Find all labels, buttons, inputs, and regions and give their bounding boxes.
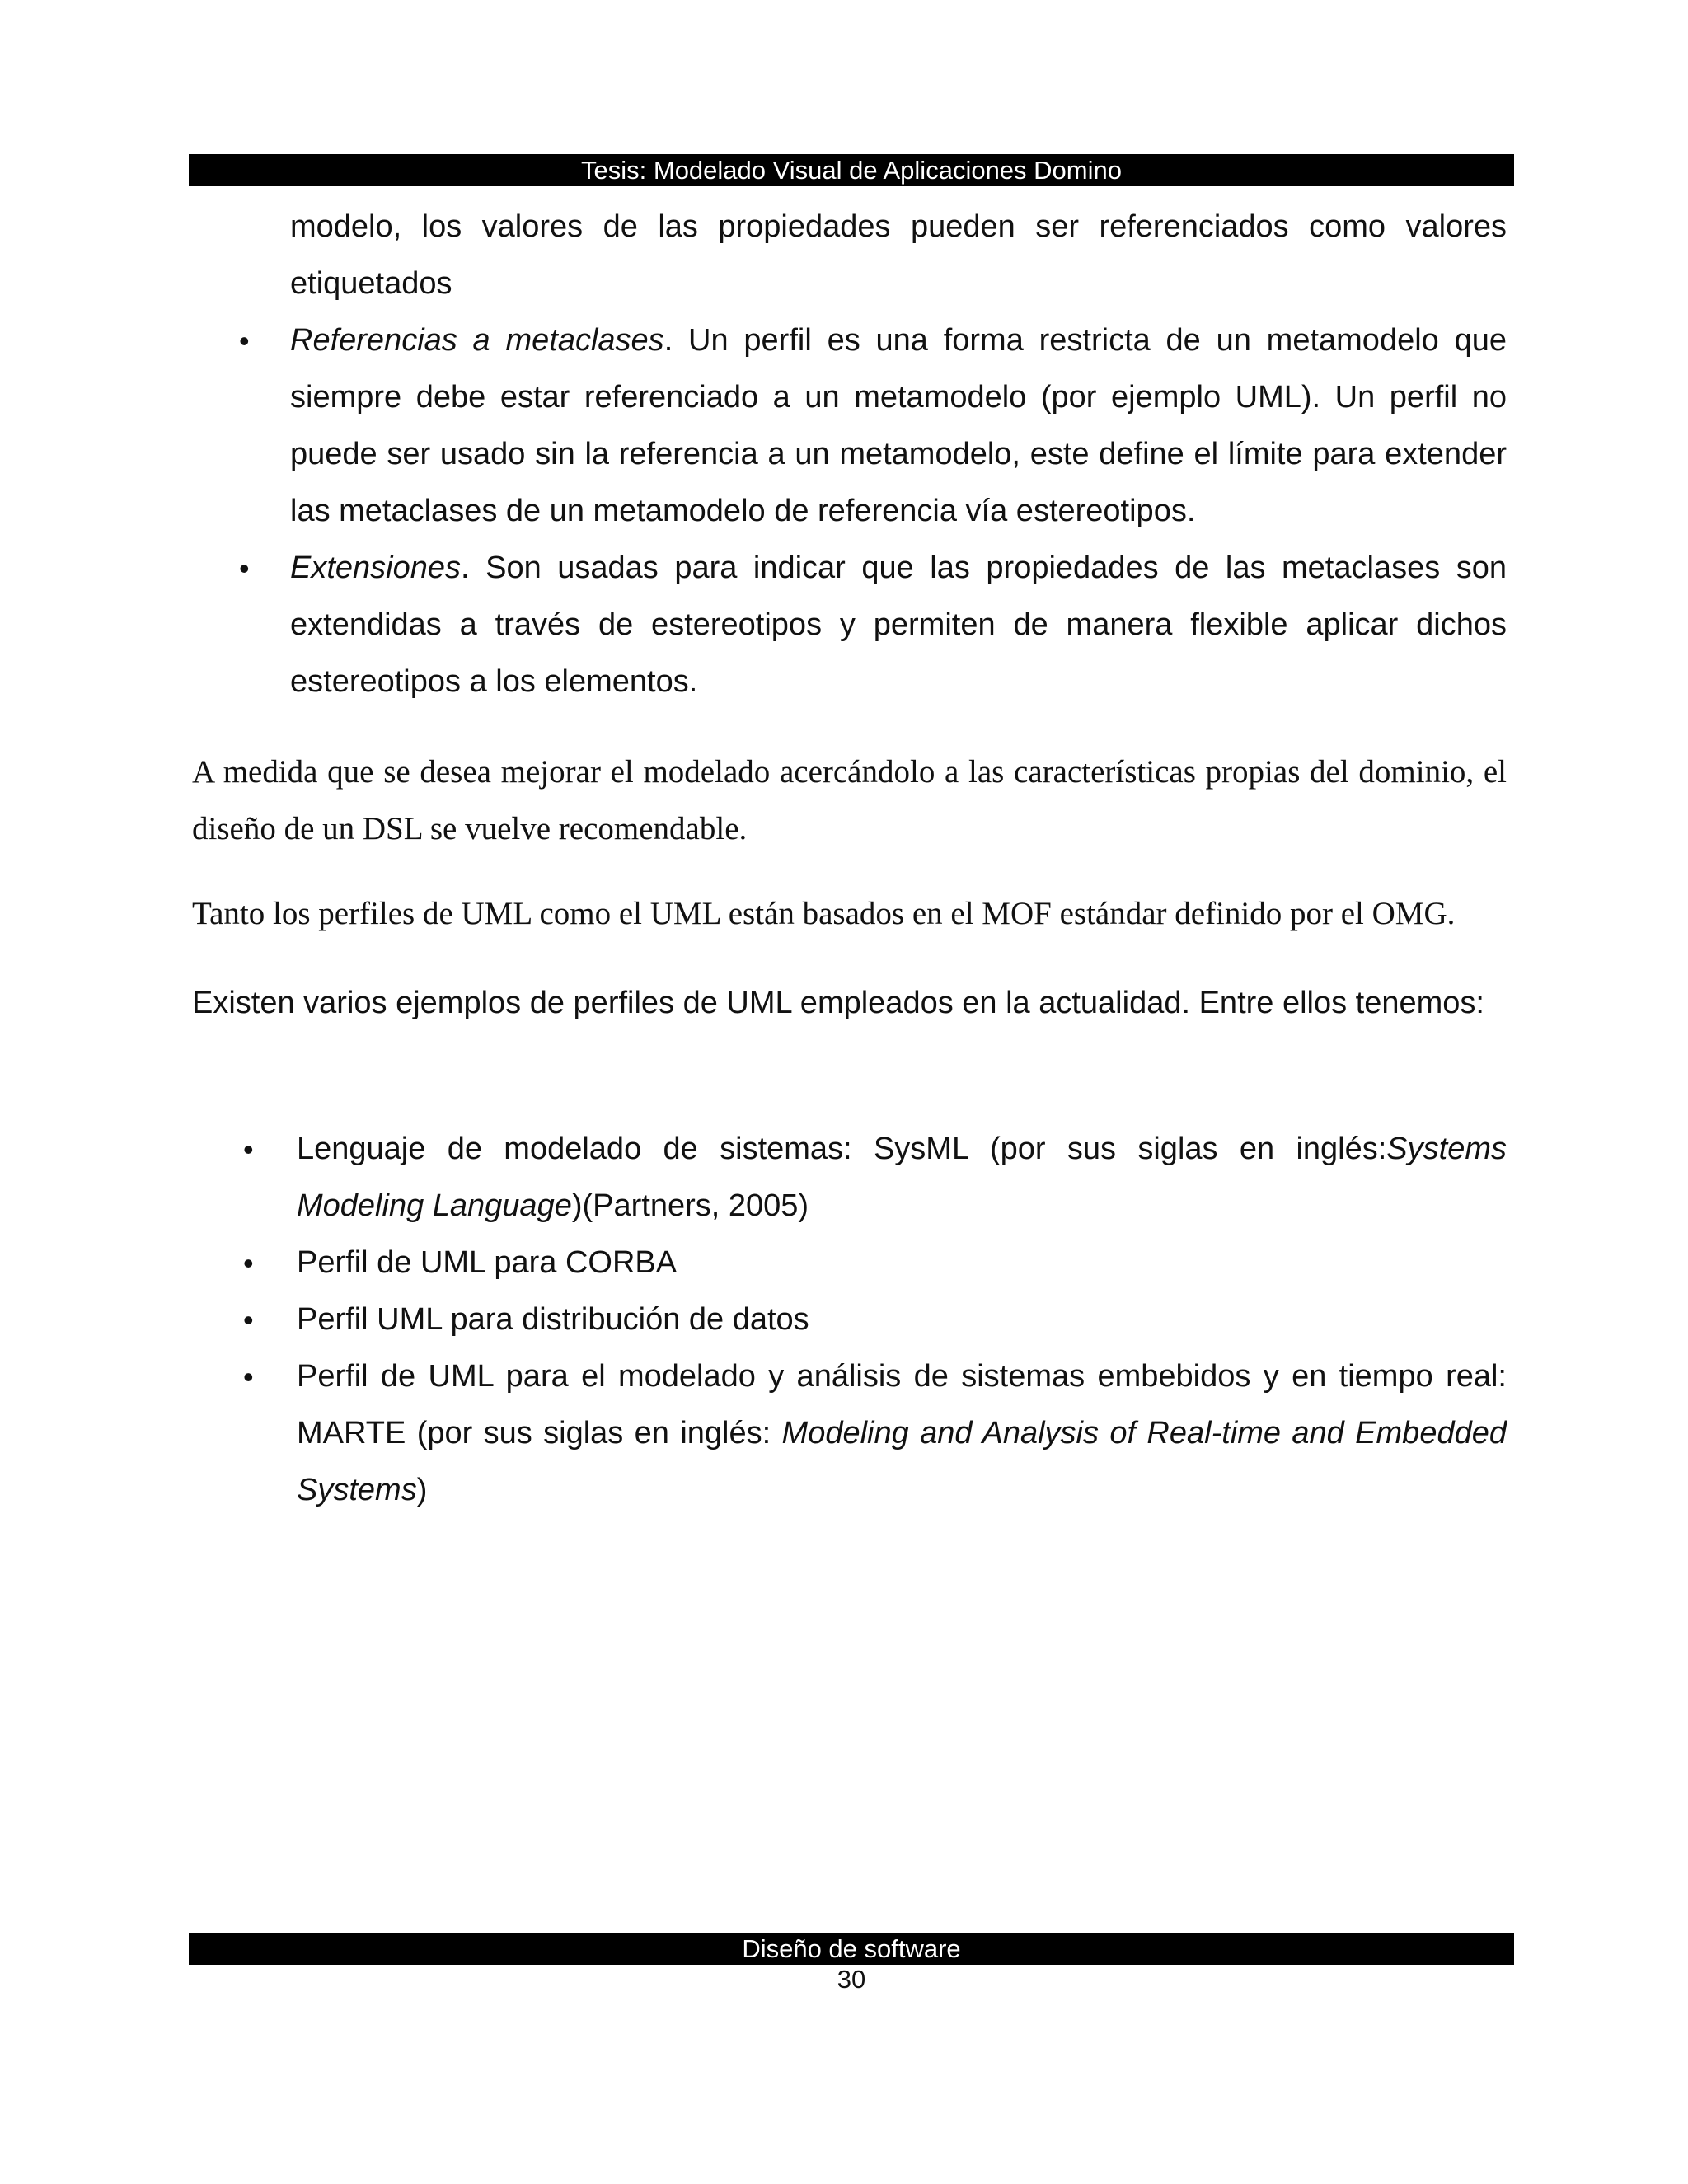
profile-bullet-list [239,312,1507,710]
bullet-icon: • [243,1132,254,1166]
list-item [243,1121,1507,1235]
list-item [243,1235,1507,1291]
continuation-text [290,199,1507,312]
list-item-suffix: )(Partners, 2005) [571,1188,809,1223]
paragraph-dsl [192,743,1507,857]
paragraph-mof [192,885,1507,942]
page-number: 30 [837,1965,866,1994]
list-item-text: Perfil de UML para CORBA [297,1245,678,1280]
paragraph-text: Tanto los perfiles de UML como el UML están basados en el MOF estándar definido por el OMG. [192,896,1456,931]
bullet-icon: • [239,324,250,358]
paragraph-examples-intro [192,975,1507,1032]
list-item-text: Perfil de UML para el modelado y análisis de sistemas embebidos y en tiempo real: MARTE (por sus siglas en inglés: [297,1359,1507,1451]
list-item-term: Referencias a metaclases [290,323,664,358]
bullet-icon: • [243,1246,254,1280]
list-item-text: Perfil UML para distribución de datos [297,1302,809,1337]
list-item-text: . Son usadas para indicar que las propiedades de las metaclases son extendidas a través de estereotipos y permiten de manera flexible aplicar dichos estereotipos a los elementos. [290,551,1507,699]
list-item-suffix: ) [416,1473,428,1507]
footer-section: Diseño de software [742,1934,961,1963]
footer-bar [189,1933,1514,1965]
list-item-italic: Systems Modeling Language [297,1132,1507,1223]
bullet-icon: • [243,1303,254,1337]
header-title: Tesis: Modelado Visual de Aplicaciones Domino [581,156,1122,185]
bullet-icon: • [239,551,250,585]
list-item [239,312,1507,540]
list-item [243,1348,1507,1519]
list-item [243,1291,1507,1348]
bullet-icon: • [243,1360,254,1394]
list-item [239,540,1507,710]
list-item-text: Lenguaje de modelado de sistemas: SysML (por sus siglas en inglés: [297,1132,1387,1166]
paragraph-text: A medida que se desea mejorar el modelado acercándolo a las características propias del dominio, el diseño de un DSL se vuelve recomendable. [192,754,1507,846]
list-item-text: . Un perfil es una forma restricta de un metamodelo que siempre debe estar referenciado a un metamodelo (por ejemplo UML). Un perfil no puede ser usado sin la referencia a un metamodelo, este define el límite para extender las metaclases de un metamodelo de referencia vía estereotipos. [290,323,1507,528]
continuation-paragraph: modelo, los valores de las propiedades pueden ser referenciados como valores etiquetados [290,209,1507,301]
paragraph-text: Existen varios ejemplos de perfiles de UML empleados en la actualidad. Entre ellos tenemos: [192,986,1484,1020]
list-item-italic: Modeling and Analysis of Real-time and Embedded Systems [297,1416,1507,1507]
list-item-term: Extensiones [290,551,462,585]
examples-bullet-list [243,1121,1507,1519]
header-bar [189,154,1514,186]
